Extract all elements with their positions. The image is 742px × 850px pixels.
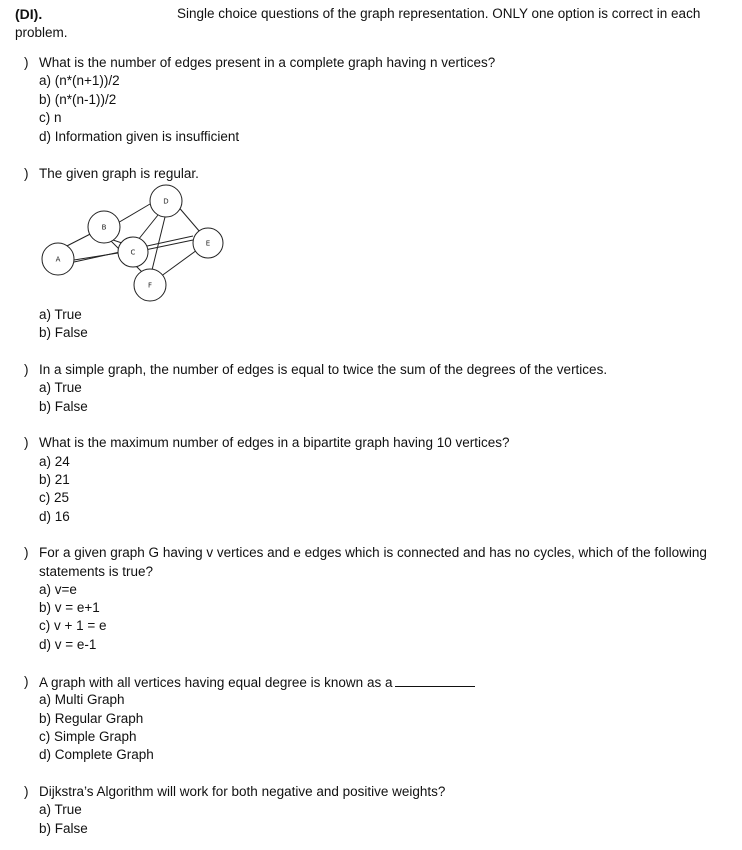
question-text-continued: statements is true? [39,564,154,579]
option-d: d) Information given is insufficient [39,129,240,144]
option-b: b) False [39,821,88,836]
section-instruction: Single choice questions of the graph representation. ONLY one option is correct in each [177,6,701,21]
option-a: a) Multi Graph [39,692,125,707]
edge-b-d [116,204,150,224]
question-marker: ) [24,166,29,181]
option-c: c) n [39,110,62,125]
question-marker: ) [24,784,29,799]
question-text: The given graph is regular. [39,166,199,181]
option-d: d) v = e-1 [39,637,97,652]
edge-c-d [138,215,158,240]
option-a: a) v=e [39,582,77,597]
option-a: a) True [39,380,82,395]
question-text: What is the number of edges present in a complete graph having n vertices? [39,55,496,70]
question-text: In a simple graph, the number of edges is equal to twice the sum of the degrees of the vertices. [39,362,608,377]
question-text-with-blank [39,674,475,690]
edge-d-f [152,217,165,270]
question-text: Dijkstra’s Algorithm will work for both negative and positive weights? [39,784,446,799]
answer-blank [395,674,475,687]
option-c: c) Simple Graph [39,729,137,744]
question-text: For a given graph G having v vertices and e edges which is connected and has no cycles, which of the following [39,545,707,560]
graph-node-label-f: F [147,281,153,290]
graph-diagram [0,0,742,310]
section-code: (DI). [15,6,43,22]
graph-node-label-d: D [163,197,169,206]
question-text: A graph with all vertices having equal degree is known as a [39,675,393,690]
question-marker: ) [24,362,29,377]
option-b: b) Regular Graph [39,711,144,726]
option-a: a) True [39,307,82,322]
question-marker: ) [24,435,29,450]
option-b: b) v = e+1 [39,600,100,615]
option-a: a) (n*(n+1))/2 [39,73,120,88]
section-instruction-continued: problem. [15,25,68,40]
option-a: a) True [39,802,82,817]
graph-node-label-a: A [55,255,61,264]
option-a: a) 24 [39,454,70,469]
question-marker: ) [24,55,29,70]
option-b: b) 21 [39,472,70,487]
graph-node-label-c: C [130,248,136,257]
edge-e-f [160,250,197,277]
option-c: c) v + 1 = e [39,618,107,633]
graph-node-label-b: B [101,223,107,232]
graph-node-label-e: E [205,239,211,248]
question-marker: ) [24,674,29,689]
option-b: b) (n*(n-1))/2 [39,92,117,107]
question-text: What is the maximum number of edges in a bipartite graph having 10 vertices? [39,435,510,450]
option-b: b) False [39,325,88,340]
option-c: c) 25 [39,490,70,505]
option-d: d) Complete Graph [39,747,154,762]
option-d: d) 16 [39,509,70,524]
option-b: b) False [39,399,88,414]
question-marker: ) [24,545,29,560]
